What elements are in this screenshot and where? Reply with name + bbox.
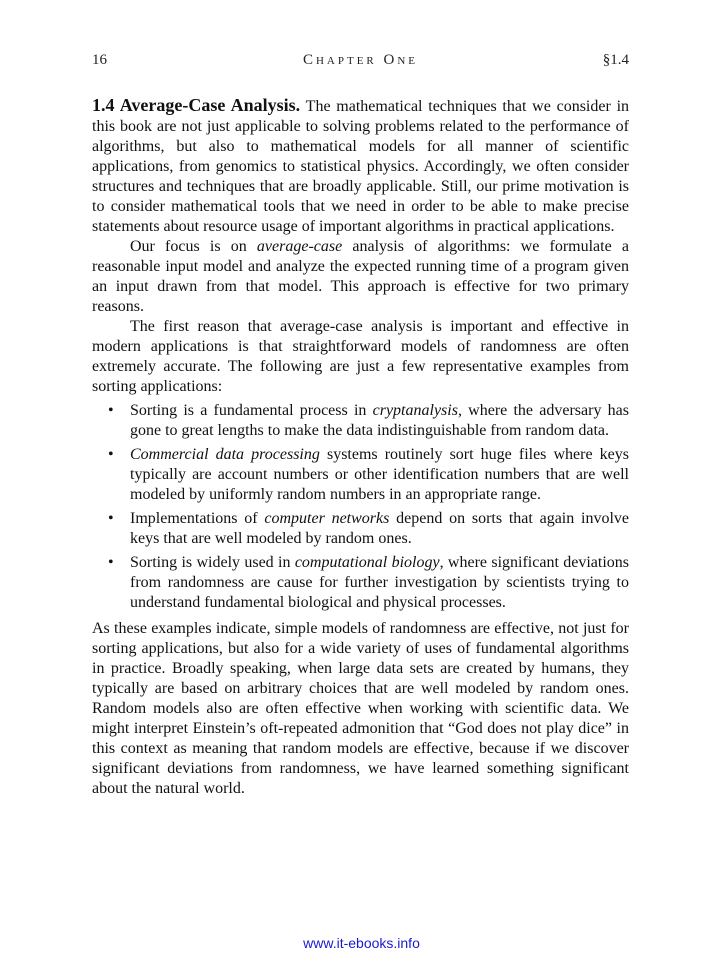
chapter-title: Chapter One: [302, 52, 419, 68]
item-emphasis: Commercial data processing: [130, 446, 320, 463]
item-emphasis: computer networks: [264, 510, 390, 527]
item-text-before: Implementations of: [130, 510, 265, 527]
examples-list: [92, 401, 629, 613]
bullet-icon: •: [108, 402, 114, 419]
bullet-icon: •: [108, 510, 114, 527]
item-text-before: Sorting is widely used in: [130, 554, 295, 571]
item-text-before: Sorting is a fundamental process in: [130, 402, 373, 419]
item-emphasis: cryptanalysis: [372, 402, 458, 419]
section-heading: 1.4 Average-Case Analysis.: [92, 95, 301, 115]
list-item: [108, 401, 629, 441]
intro-paragraph: [92, 95, 629, 237]
focus-text-after: analysis of algorithms: we formulate a reasonable input model and analyze the expected running time of a program given an input drawn from that model. This approach is effective for two primary reasons.: [92, 238, 629, 315]
item-text-after: systems routinely sort huge files where keys typically are account numbers or other identification numbers that are well modeled by uniformly random numbers in an appropriate range.: [130, 446, 630, 503]
reason-paragraph: The first reason that average-case analysis is important and effective in modern applications is that straightforward models of randomness are often extremely accurate. The following are just a few representative examples from sorting applications:: [92, 318, 629, 395]
section-number: §1.4: [602, 52, 629, 68]
focus-paragraph: [92, 237, 629, 317]
list-item: [108, 445, 630, 505]
footer-link[interactable]: www.it-ebooks.info: [303, 935, 420, 951]
list-item: [108, 553, 630, 613]
item-text-after: , where significant deviations from randomness are cause for further investigation by scientists trying to understand fundamental biological and physical processes.: [130, 554, 630, 611]
item-text-after: , where the adversary has gone to great lengths to make the data indistinguishable from random data.: [130, 402, 629, 439]
focus-emphasis: average-case: [256, 238, 343, 255]
intro-text: The mathematical techniques that we consider in this book are not just applicable to solving problems related to the performance of algorithms, but also to mathematical models for all manner of scientific applications, from genomics to statistical physics. Accordingly, we often consider structures and techniques that are broadly applicable. Still, our prime motivation is to consider mathematical tools that we need in order to be able to make precise statements about resource usage of important algorithms in practical applications.: [92, 98, 630, 235]
page-number: 16: [92, 52, 107, 68]
bullet-icon: •: [108, 554, 114, 571]
item-text-after: depend on sorts that again involve keys that are well modeled by random ones.: [130, 510, 630, 547]
running-header: [92, 52, 629, 74]
focus-text-before: Our focus is on: [130, 238, 257, 255]
conclusion-paragraph: As these examples indicate, simple models of randomness are effective, not just for sorting applications, but also for a wide variety of uses of fundamental algorithms in practice. Broadly speaking, when large data sets are created by humans, they typically are based on arbitrary choices that are well modeled by random ones. Random models also are often effective when working with scientific data. We might interpret Einstein’s oft-repeated admonition that “God does not play dice” in this context as meaning that random models are effective, because if we discover significant deviations from randomness, we have learned something significant about the natural world.: [92, 620, 629, 797]
item-emphasis: computational biology: [294, 554, 440, 571]
body-text: [92, 95, 629, 799]
bullet-icon: •: [108, 446, 114, 463]
list-item: [108, 509, 630, 549]
